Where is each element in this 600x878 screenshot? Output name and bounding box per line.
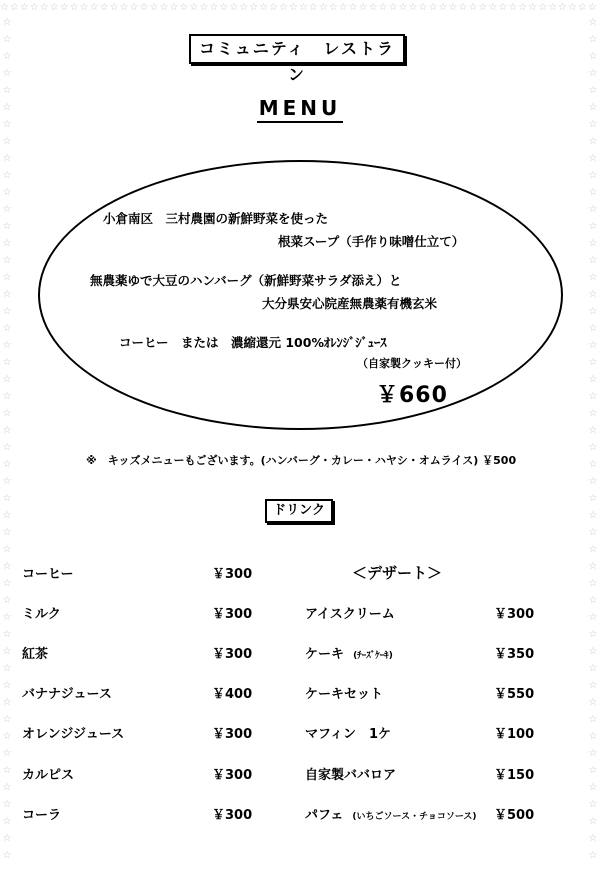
restaurant-title: コミュニティ レストラン: [189, 34, 405, 64]
drink-name: コーラ: [22, 808, 62, 823]
drink-price: ￥300: [212, 808, 253, 823]
dessert-price: ￥300: [494, 607, 535, 622]
drink-name: コーヒー: [22, 567, 74, 582]
drink-name: カルピス: [22, 768, 75, 783]
drink-price: ￥300: [212, 567, 253, 582]
kids-menu-note: ※ キッズメニューもございます。(ハンバーグ・カレー・ハヤシ・オムライス) ￥500: [86, 454, 517, 467]
dessert-note: (いちごソース・チョコソース): [352, 812, 477, 822]
star-border-left: ☆ ☆ ☆ ☆ ☆ ☆ ☆ ☆ ☆ ☆ ☆ ☆ ☆ ☆ ☆ ☆ ☆ ☆ ☆ ☆ ☆ ☆ ☆ ☆ ☆ ☆ ☆ ☆ ☆ ☆ ☆ ☆ ☆ ☆ ☆ ☆ ☆ ☆ ☆ ☆ ☆ ☆ ☆ ☆ ☆ ☆ ☆ ☆ ☆ ☆: [2, 17, 12, 861]
set-line-2: 根菜スープ（手作り味噌仕立て）: [278, 234, 465, 249]
menu-heading: [0, 96, 600, 120]
dessert-item: [305, 804, 476, 823]
dessert-price: ￥100: [494, 727, 535, 742]
drink-price: ￥300: [212, 647, 253, 662]
dessert-price: ￥150: [494, 768, 535, 783]
set-line-4: 大分県安心院産無農薬有機玄米: [262, 296, 438, 311]
dessert-heading: ＜デザート＞: [352, 564, 443, 582]
dessert-price: ￥350: [494, 647, 535, 662]
drink-name: 紅茶: [22, 647, 49, 662]
set-line-3: 無農薬ゆで大豆のハンバーグ（新鮮野菜サラダ添え）と: [90, 273, 402, 288]
dessert-name: ケーキ: [305, 647, 345, 662]
drink-price: ￥300: [212, 607, 253, 622]
dessert-price: ￥550: [494, 687, 535, 702]
dessert-name: アイスクリーム: [305, 607, 395, 622]
menu-heading-text: MENU: [257, 96, 344, 123]
dessert-name: マフィン 1ケ: [305, 727, 392, 742]
star-border-top: ☆☆☆☆☆☆☆☆☆☆☆☆☆☆☆☆☆☆☆☆☆☆☆☆☆☆☆☆☆☆☆☆☆☆☆☆☆☆☆☆☆☆☆☆☆☆☆☆☆☆☆☆☆☆☆☆☆☆☆☆: [0, 2, 598, 13]
dessert-price: ￥500: [494, 808, 535, 823]
drink-name: オレンジジュース: [22, 727, 125, 742]
drink-price: ￥300: [212, 768, 253, 783]
dessert-name: パフェ: [305, 808, 344, 823]
dessert-item: [305, 643, 393, 662]
dessert-name: ケーキセット: [305, 687, 384, 702]
set-line-5: コーヒー または 濃縮還元 100%ｵﾚﾝｼﾞｼﾞｭｰｽ: [119, 335, 387, 350]
dessert-note: (ﾁｰｽﾞｹｰｷ): [353, 651, 393, 661]
drink-heading: ドリンク: [265, 499, 333, 523]
drink-name: ミルク: [22, 607, 61, 622]
drink-price: ￥300: [212, 727, 253, 742]
star-border-right: ☆ ☆ ☆ ☆ ☆ ☆ ☆ ☆ ☆ ☆ ☆ ☆ ☆ ☆ ☆ ☆ ☆ ☆ ☆ ☆ ☆ ☆ ☆ ☆ ☆ ☆ ☆ ☆ ☆ ☆ ☆ ☆ ☆ ☆ ☆ ☆ ☆ ☆ ☆ ☆ ☆ ☆ ☆ ☆ ☆ ☆ ☆ ☆ ☆ ☆: [588, 17, 598, 861]
drink-name: バナナジュース: [22, 687, 112, 702]
dessert-name: 自家製ババロア: [305, 768, 397, 783]
set-line-6: （自家製クッキー付）: [357, 357, 467, 370]
set-price: ￥660: [376, 383, 448, 408]
drink-price: ￥400: [212, 687, 253, 702]
set-line-1: 小倉南区 三村農園の新鮮野菜を使った: [103, 211, 329, 226]
